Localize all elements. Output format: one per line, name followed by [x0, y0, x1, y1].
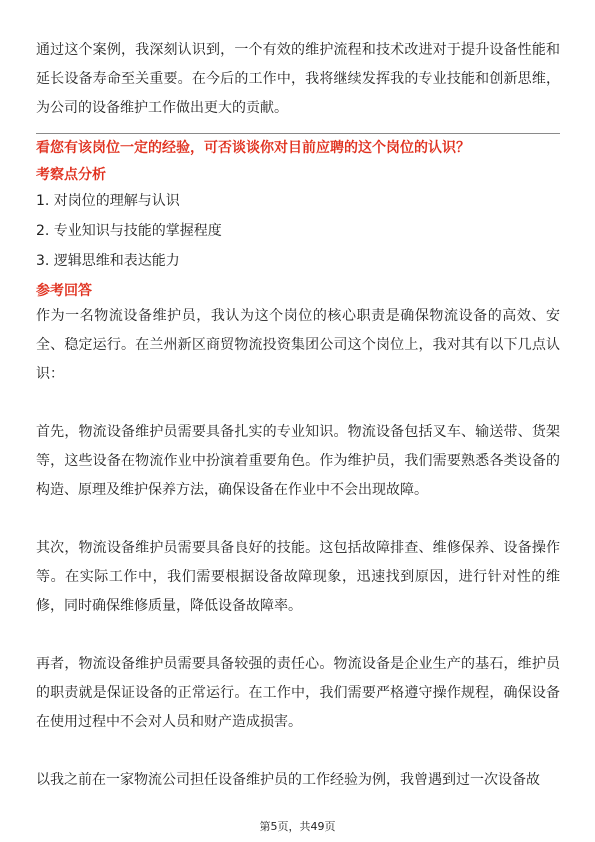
list-item: 1. 对岗位的理解与认识 — [36, 193, 180, 209]
analysis-heading: 考察点分析 — [36, 167, 106, 183]
analysis-list — [36, 186, 560, 276]
answer-heading: 参考回答 — [36, 283, 92, 299]
answer-paragraph: 其次，物流设备维护员需要具备良好的技能。这包括故障排查、维修保养、设备操作等。在实际工作中，我们需要根据设备故障现象，迅速找到原因，进行针对性的维修，同时确保维修质量，降低设备故障率。 — [36, 540, 560, 614]
intro-paragraph: 通过这个案例，我深刻认识到，一个有效的维护流程和技术改进对于提升设备性能和延长设备寿命至关重要。在今后的工作中，我将继续发挥我的专业技能和创新思维，为公司的设备维护工作做出更大的贡献。 — [36, 42, 560, 116]
divider — [36, 133, 560, 134]
question-heading: 看您有该岗位一定的经验，可否谈谈你对目前应聘的这个岗位的认识？ — [36, 140, 470, 156]
answer-paragraph: 以我之前在一家物流公司担任设备维护员的工作经验为例，我曾遇到过一次设备故 — [36, 772, 540, 788]
spacer — [36, 389, 560, 418]
answer-paragraph: 首先，物流设备维护员需要具备扎实的专业知识。物流设备包括叉车、输送带、货架等，这些设备在物流作业中扮演着重要角色。作为维护员，我们需要熟悉各类设备的构造、原理及维护保养方法，确保设备在作业中不会出现故障。 — [36, 424, 560, 498]
page-footer: 第5页，共49页 — [259, 820, 336, 833]
answer-paragraph: 作为一名物流设备维护员，我认为这个岗位的核心职责是确保物流设备的高效、安全、稳定运行。在兰州新区商贸物流投资集团公司这个岗位上，我对其有以下几点认识： — [36, 308, 560, 382]
spacer — [36, 505, 560, 534]
spacer — [36, 621, 560, 650]
document-page — [36, 36, 560, 795]
answer-paragraph: 再者，物流设备维护员需要具备较强的责任心。物流设备是企业生产的基石，维护员的职责就是保证设备的正常运行。在工作中，我们需要严格遵守操作规程，确保设备在使用过程中不会对人员和财产造成损害。 — [36, 656, 560, 730]
list-item: 3. 逻辑思维和表达能力 — [36, 253, 180, 269]
spacer — [36, 737, 560, 766]
list-item: 2. 专业知识与技能的掌握程度 — [36, 223, 222, 239]
